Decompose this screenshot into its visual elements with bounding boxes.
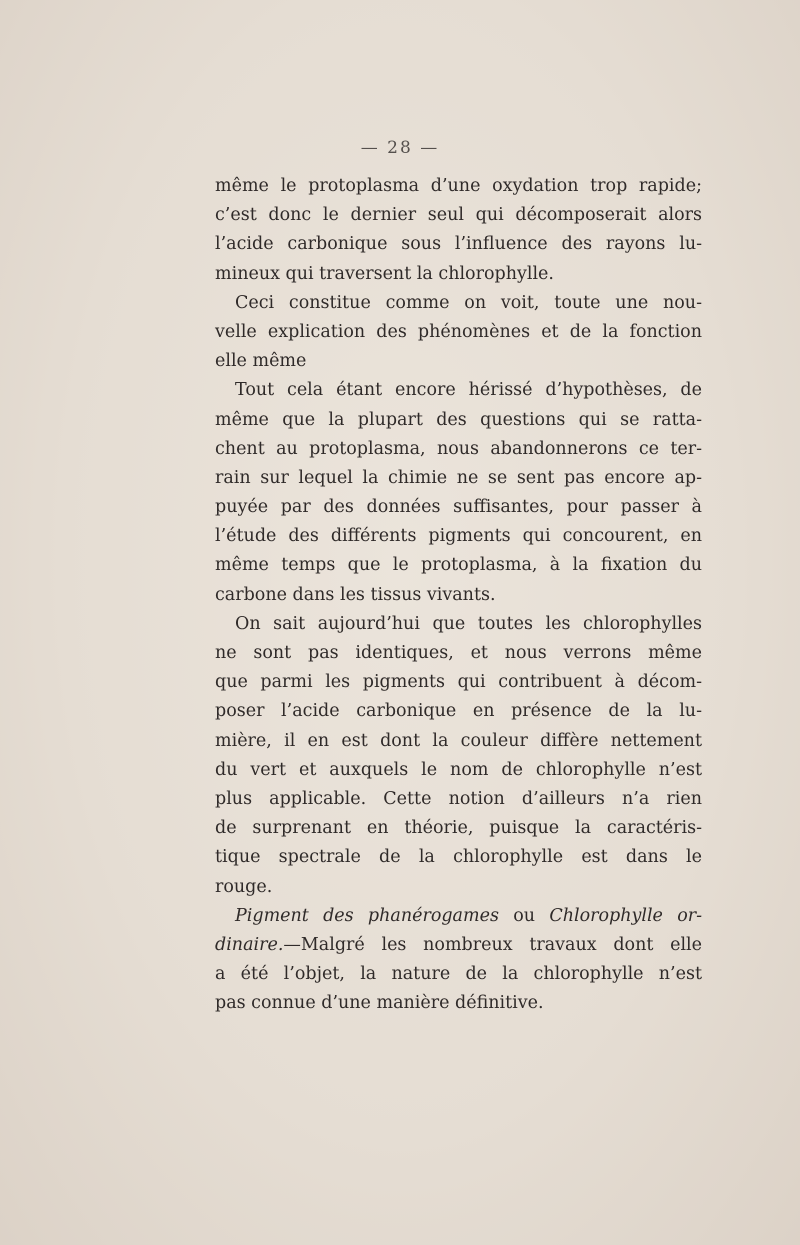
text-line: même temps que le protoplasma, à la fixation du bbox=[215, 555, 702, 576]
roman-text: ou bbox=[498, 905, 550, 926]
roman-text: —Malgré les nombreux travaux dont elle bbox=[283, 934, 702, 955]
text-line: même que la plupart des questions qui se ratta- bbox=[215, 409, 702, 430]
text-line: du vert et auxquels le nom de chlorophylle n’est bbox=[215, 759, 702, 780]
text-line: a été l’objet, la nature de la chlorophylle n’est bbox=[215, 964, 702, 985]
text-line: mière, il en est dont la couleur diffère nettement bbox=[215, 730, 702, 751]
text-line: pas connue d’une manière définitive. bbox=[215, 993, 544, 1014]
text-line: Tout cela étant encore hérissé d’hypothèses, de bbox=[235, 380, 702, 401]
text-line: puyée par des données suffisantes, pour passer à bbox=[215, 497, 702, 518]
text-line: rouge. bbox=[215, 876, 273, 897]
text-line: chent au protoplasma, nous abandonnerons ce ter- bbox=[215, 438, 702, 459]
main-paragraphs bbox=[215, 172, 702, 902]
text-line: ne sont pas identiques, et nous verrons même bbox=[215, 643, 702, 663]
heading-line bbox=[215, 902, 702, 931]
italic-heading-text: Pigment des phanérogames bbox=[235, 905, 499, 926]
text-line: poser l’acide carbonique en présence de la lu- bbox=[215, 701, 702, 722]
text-line: c’est donc le dernier seul qui décomposerait alors bbox=[215, 205, 702, 226]
section-heading-paragraph bbox=[215, 902, 702, 960]
text-line: que parmi les pigments qui contribuent à décom- bbox=[215, 672, 702, 693]
text-line: carbone dans les tissus vivants. bbox=[215, 584, 496, 605]
text-line: mineux qui traversent la chlorophylle. bbox=[215, 263, 554, 284]
section-paragraph-continuation bbox=[215, 960, 702, 1018]
heading-line bbox=[215, 931, 702, 960]
text-line: velle explication des phénomènes et de la fonction bbox=[215, 321, 702, 342]
italic-heading-text: dinaire. bbox=[215, 934, 284, 955]
body-text bbox=[215, 172, 702, 1018]
text-line: l’étude des différents pigments qui concourent, en bbox=[215, 526, 702, 547]
text-line: tique spectrale de la chlorophylle est dans le bbox=[215, 847, 702, 868]
text-line: elle même bbox=[215, 351, 307, 372]
text-line: même le protoplasma d’une oxydation trop rapide; bbox=[215, 176, 702, 196]
text-line: de surprenant en théorie, puisque la caractéris- bbox=[215, 818, 702, 839]
page-number: — 28 — bbox=[360, 138, 440, 158]
italic-heading-text: Chlorophylle or- bbox=[549, 905, 703, 926]
text-line: rain sur lequel la chimie ne se sent pas encore ap- bbox=[215, 467, 702, 488]
text-line: l’acide carbonique sous l’influence des rayons lu- bbox=[215, 234, 702, 255]
text-line: plus applicable. Cette notion d’ailleurs n’a rien bbox=[215, 788, 702, 809]
text-line: Ceci constitue comme on voit, toute une nou- bbox=[235, 292, 702, 313]
text-line: On sait aujourd’hui que toutes les chlorophylles bbox=[235, 613, 702, 634]
